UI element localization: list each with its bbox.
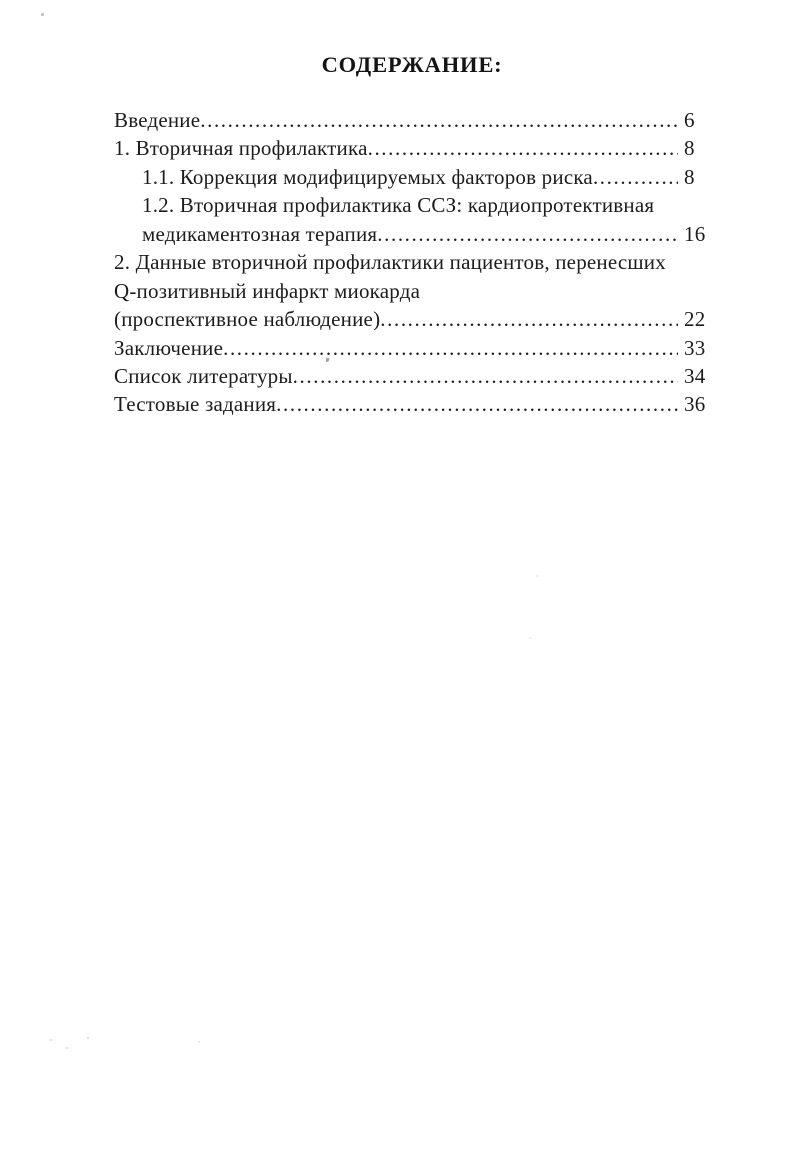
toc-dot-leader bbox=[368, 136, 678, 164]
toc-entry bbox=[114, 222, 712, 250]
toc-page-number: 16 bbox=[684, 221, 706, 246]
toc-entry-text: Q-позитивный инфаркт миокарда bbox=[114, 278, 421, 303]
toc-dot-leader bbox=[200, 108, 678, 136]
toc-list bbox=[114, 108, 712, 421]
page-title: СОДЕРЖАНИЕ: bbox=[321, 52, 503, 77]
toc-entry-text: (проспективное наблюдение) bbox=[114, 307, 381, 332]
toc-page-number: 8 bbox=[684, 136, 695, 161]
toc-entry-text: Заключение bbox=[114, 335, 224, 360]
toc-entry bbox=[114, 364, 712, 392]
scan-speck bbox=[41, 13, 44, 16]
scan-speck bbox=[50, 1039, 52, 1041]
toc-page-number: 33 bbox=[684, 335, 706, 360]
toc-entry bbox=[114, 165, 712, 193]
toc-entry-text: 2. Данные вторичной профилактики пациентов, перенесших bbox=[114, 250, 666, 275]
scan-speck bbox=[536, 575, 538, 577]
toc-entry bbox=[114, 136, 712, 164]
toc-page-number: 22 bbox=[684, 307, 706, 332]
toc-dot-leader bbox=[293, 364, 678, 392]
toc-dot-leader bbox=[276, 392, 678, 420]
scan-speck bbox=[87, 1037, 89, 1039]
toc-page-number: 8 bbox=[684, 164, 695, 189]
toc-entry bbox=[114, 250, 712, 278]
toc-dot-leader bbox=[223, 336, 678, 364]
toc-entry-text: Тестовые задания bbox=[114, 392, 277, 417]
toc-entry-text: 1.1. Коррекция модифицируемых факторов риска bbox=[142, 164, 593, 189]
toc-entry bbox=[114, 336, 712, 364]
toc-entry-text: медикаментозная терапия bbox=[142, 221, 378, 246]
toc-page-number: 36 bbox=[684, 392, 706, 417]
scan-speck bbox=[529, 637, 531, 639]
toc-dot-leader bbox=[380, 307, 678, 335]
toc-entry-text: 1. Вторичная профилактика bbox=[114, 136, 368, 161]
scan-speck bbox=[66, 1047, 68, 1049]
toc-page-number: 34 bbox=[684, 363, 706, 388]
toc-entry-text: Введение bbox=[114, 108, 201, 132]
toc-page-number: 6 bbox=[684, 108, 695, 132]
toc-entry-text: 1.2. Вторичная профилактика ССЗ: кардиопротективная bbox=[142, 193, 655, 218]
toc-entry bbox=[114, 307, 712, 335]
toc-entry-text: Список литературы bbox=[114, 363, 293, 388]
toc-entry bbox=[114, 108, 712, 136]
toc-entry bbox=[114, 193, 712, 221]
toc-entry bbox=[114, 392, 712, 420]
toc-dot-leader bbox=[377, 222, 678, 250]
scan-speck bbox=[198, 1041, 200, 1043]
toc-dot-leader bbox=[593, 165, 678, 193]
toc-entry bbox=[114, 279, 712, 307]
